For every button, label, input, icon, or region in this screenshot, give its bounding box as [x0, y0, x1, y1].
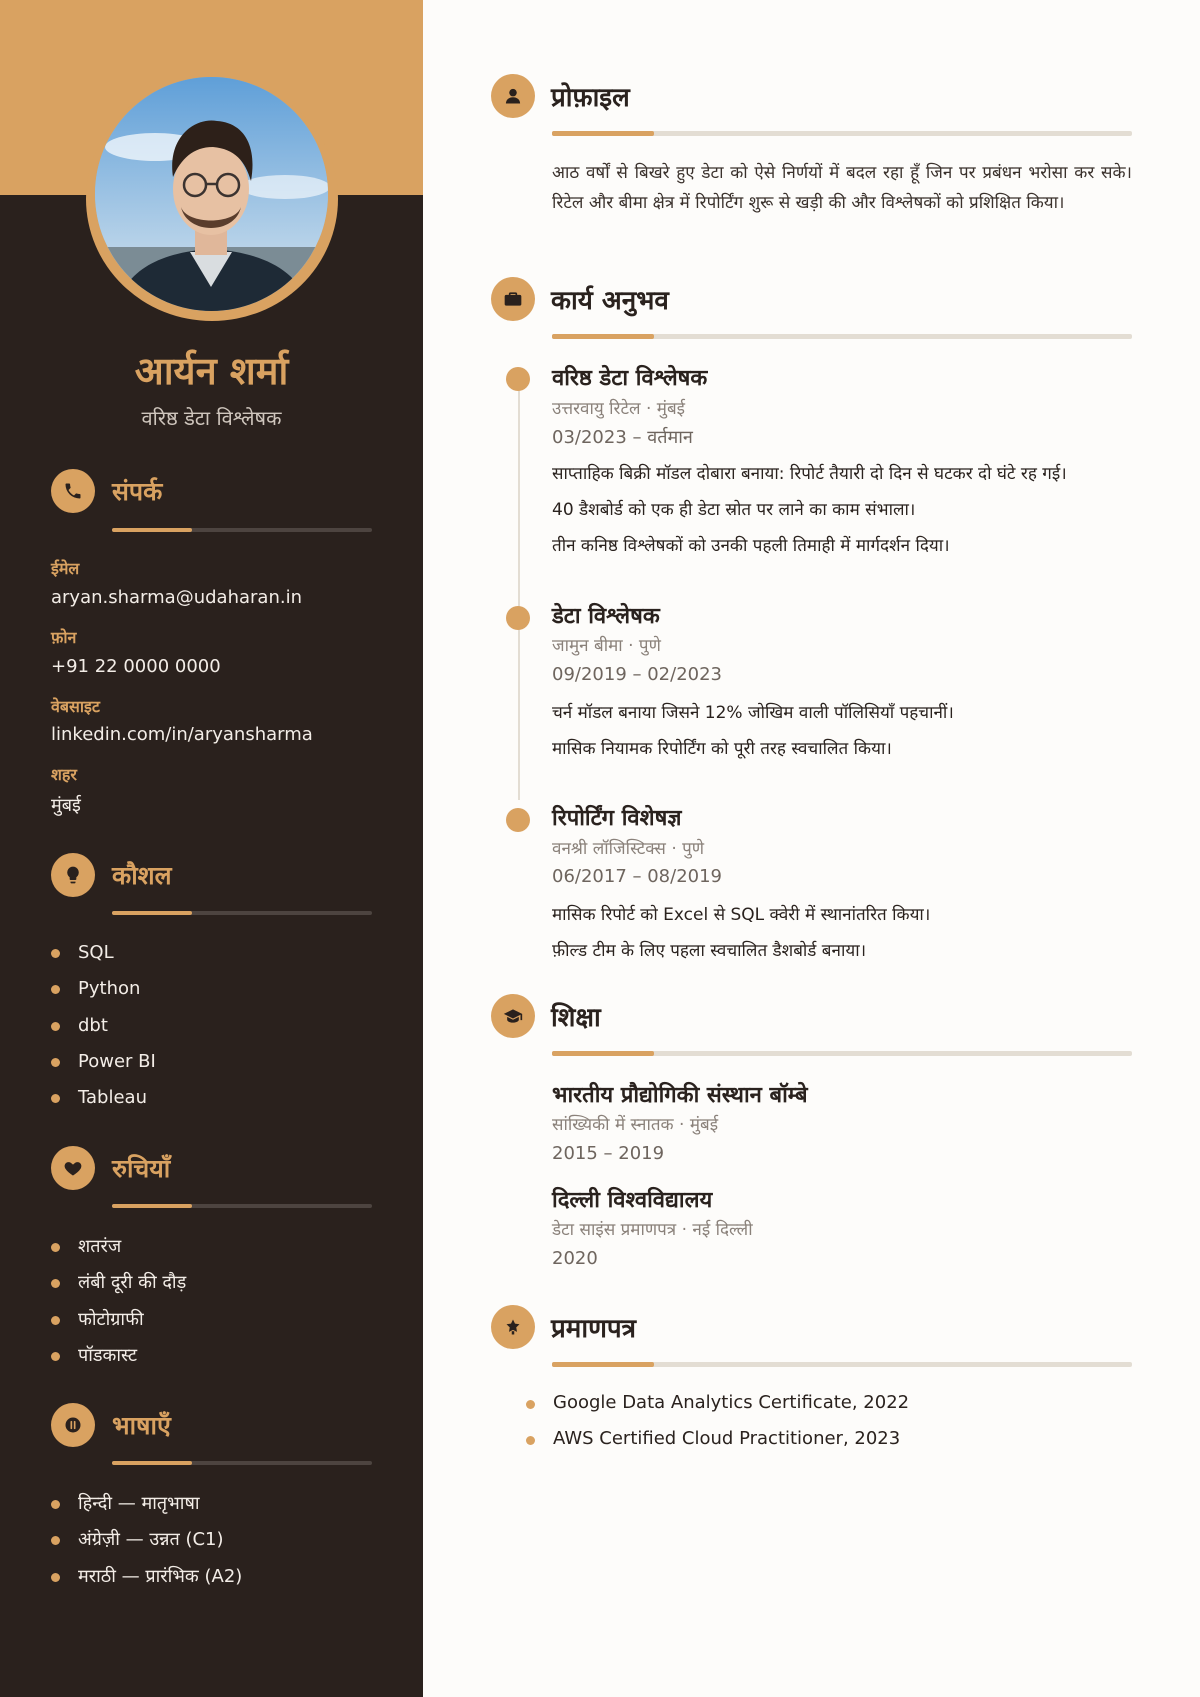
job-organization: वनश्री लॉजिस्टिक्स · पुणे [552, 839, 705, 859]
interest-item: फोटोग्राफी [51, 1309, 186, 1345]
job-dates: 06/2017 – 08/2019 [552, 866, 722, 887]
profile-section-header [491, 73, 630, 119]
interest-item: शतरंज [51, 1236, 186, 1272]
job-title: वरिष्ठ डेटा विश्लेषक [552, 366, 708, 391]
language-icon [51, 1403, 95, 1447]
job-achievement: फ़ील्ड टीम के लिए पहला स्वचालित डैशबोर्ड बनाया। [552, 941, 867, 961]
certifications-section-header [491, 1304, 636, 1350]
profile-summary: आठ वर्षों से बिखरे हुए डेटा को ऐसे निर्णयों में बदल रहा हूँ जिन पर प्रबंधन भरोसा कर सके। रिटेल और बीमा क्षेत्र में रिपोर्टिंग शुरू से खड़ी की और विश्लेषकों को प्रशिक्षित किया। [552, 163, 1132, 213]
award-icon [491, 1305, 535, 1349]
languages-section-divider [112, 1461, 372, 1465]
contact-section-header [51, 468, 162, 514]
interests-list [51, 1236, 186, 1381]
email-label: ईमेल [51, 559, 80, 578]
briefcase-icon [491, 277, 535, 321]
skill-item: dbt [51, 1015, 156, 1051]
certifications-list [526, 1392, 909, 1464]
profile-section-title: प्रोफ़ाइल [551, 83, 630, 113]
certifications-section-divider [552, 1362, 1132, 1367]
languages-section-header [51, 1402, 171, 1448]
skills-section-title: कौशल [112, 861, 172, 890]
phone-label: फ़ोन [51, 628, 77, 647]
job-dates: 09/2019 – 02/2023 [552, 664, 722, 685]
experience-timeline [518, 375, 520, 800]
phone-value[interactable]: +91 22 0000 0000 [51, 656, 221, 677]
skills-list [51, 942, 156, 1123]
education-degree: डेटा साइंस प्रमाणपत्र · नई दिल्ली [552, 1220, 753, 1240]
job-achievement: 40 डैशबोर्ड को एक ही डेटा स्रोत पर लाने का काम संभाला। [552, 500, 916, 520]
profile-section-divider [552, 131, 1132, 136]
skills-section-header [51, 852, 172, 898]
skill-item: SQL [51, 942, 156, 978]
experience-section-header [491, 276, 669, 322]
email-value[interactable]: aryan.sharma@udaharan.in [51, 587, 302, 608]
education-degree: सांख्यिकी में स्नातक · मुंबई [552, 1115, 719, 1135]
job-organization: जामुन बीमा · पुणे [552, 636, 661, 656]
education-years: 2020 [552, 1248, 598, 1269]
heart-icon [51, 1146, 95, 1190]
skill-item: Power BI [51, 1051, 156, 1087]
job-achievement: साप्ताहिक बिक्री मॉडल दोबारा बनाया: रिपोर्ट तैयारी दो दिन से घटकर दो घंटे रह गई। [552, 464, 1067, 484]
graduation-cap-icon [491, 994, 535, 1038]
job-achievement: चर्न मॉडल बनाया जिसने 12% जोखिम वाली पॉलिसियाँ पहचानीं। [552, 703, 954, 723]
education-school: दिल्ली विश्वविद्यालय [552, 1188, 713, 1213]
education-school: भारतीय प्रौद्योगिकी संस्थान बॉम्बे [552, 1083, 808, 1108]
interests-section-divider [112, 1204, 372, 1208]
education-section-divider [552, 1051, 1132, 1056]
certifications-section-title: प्रमाणपत्र [551, 1314, 636, 1344]
education-years: 2015 – 2019 [552, 1143, 665, 1164]
interests-section-header [51, 1145, 170, 1191]
experience-section-title: कार्य अनुभव [551, 286, 669, 316]
job-title: डेटा विश्लेषक [552, 604, 660, 629]
job-achievement: मासिक नियामक रिपोर्टिंग को पूरी तरह स्वचालित किया। [552, 739, 892, 759]
sidebar [0, 0, 423, 1697]
profile-photo [95, 77, 328, 311]
website-label: वेबसाइट [51, 697, 100, 716]
contact-section-title: संपर्क [112, 477, 163, 506]
job-title: रिपोर्टिंग विशेषज्ञ [552, 806, 682, 831]
interests-section-title: रुचियाँ [112, 1154, 171, 1183]
city-label: शहर [51, 765, 77, 784]
language-item: हिन्दी — मातृभाषा [51, 1493, 242, 1529]
job-achievement: तीन कनिष्ठ विश्लेषकों को उनकी पहली तिमाही में मार्गदर्शन दिया। [552, 536, 950, 556]
languages-list [51, 1493, 242, 1602]
timeline-dot [506, 367, 530, 391]
education-section-header [491, 993, 601, 1039]
user-icon [491, 74, 535, 118]
profile-photo-illustration [95, 77, 328, 311]
city-value: मुंबई [51, 795, 81, 816]
timeline-dot [506, 606, 530, 630]
certification-item: Google Data Analytics Certificate, 2022 [526, 1392, 909, 1428]
contact-section-divider [112, 528, 372, 532]
experience-section-divider [552, 334, 1132, 339]
education-section-title: शिक्षा [551, 1003, 601, 1033]
skill-item: Python [51, 978, 156, 1014]
certification-item: AWS Certified Cloud Practitioner, 2023 [526, 1428, 909, 1464]
candidate-role: वरिष्ठ डेटा विश्लेषक [141, 406, 282, 430]
job-organization: उत्तरवायु रिटेल · मुंबई [552, 399, 686, 419]
job-achievement: मासिक रिपोर्ट को Excel से SQL क्वेरी में स्थानांतरित किया। [552, 905, 931, 925]
phone-icon [51, 469, 95, 513]
candidate-name: आर्यन शर्मा [134, 349, 289, 393]
language-item: मराठी — प्रारंभिक (A2) [51, 1566, 242, 1602]
skill-item: Tableau [51, 1087, 156, 1123]
lightbulb-icon [51, 853, 95, 897]
timeline-dot [506, 808, 530, 832]
job-dates: 03/2023 – वर्तमान [552, 427, 693, 448]
languages-section-title: भाषाएँ [112, 1411, 171, 1440]
interest-item: लंबी दूरी की दौड़ [51, 1272, 186, 1308]
skills-section-divider [112, 911, 372, 915]
interest-item: पॉडकास्ट [51, 1345, 186, 1381]
website-value[interactable]: linkedin.com/in/aryansharma [51, 724, 313, 745]
language-item: अंग्रेज़ी — उन्नत (C1) [51, 1529, 242, 1565]
